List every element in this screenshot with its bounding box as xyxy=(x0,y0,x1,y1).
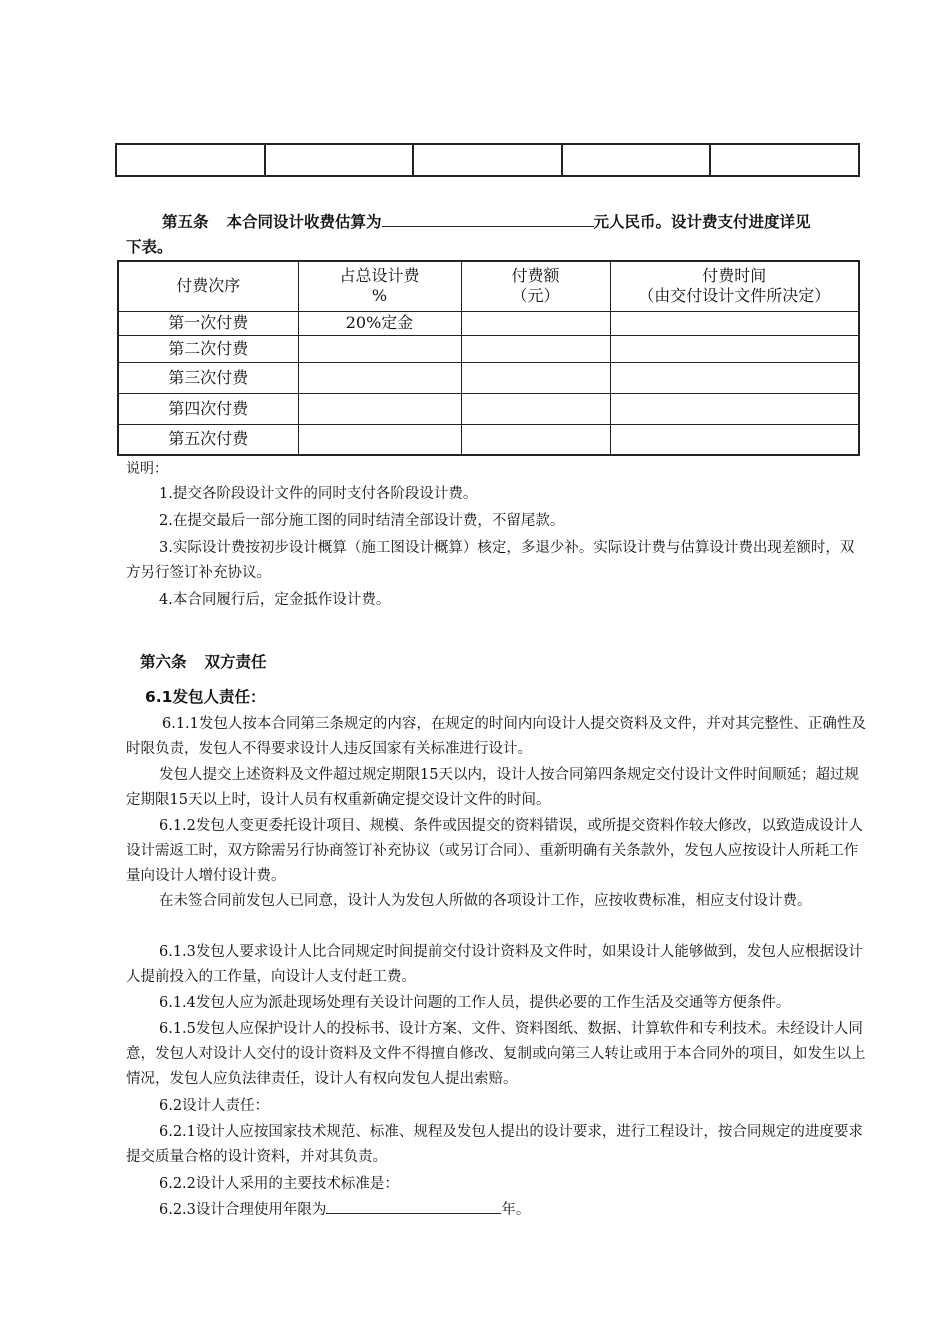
clause-6-1-1b: 发包人提交上述资料及文件超过规定期限15天以内，设计人按合同第四条规定交付设计文件时间顺延；超过规定期限15天以上时，设计人员有权重新确定提交设计文件的时间。 xyxy=(126,767,859,808)
article5-continuation: 下表。 xyxy=(126,238,173,256)
clause-6-1-1: 6.1.1发包人按本合同第三条规定的内容，在规定的时间内向设计人提交资料及文件，并对其完整性、正确性及时限负责，发包人不得要求设计人违反国家有关标准进行设计。 xyxy=(126,716,866,757)
table-cell xyxy=(710,144,859,176)
header-amount xyxy=(461,261,610,311)
clause-6-1-2: 6.1.2发包人变更委托设计项目、规模、条件或因提交的资料错误，或所提交资料作较大修改，以致造成设计人设计需返工时，双方除需另行协商签订补充协议（或另订合同）、重新明确有关条款外，发包人应按设计人所耗工作量向设计人增付设计费。 xyxy=(126,818,863,884)
header-amount-line2: （元） xyxy=(511,286,560,306)
row-order: 第二次付费 xyxy=(118,335,298,362)
row-amount xyxy=(461,393,610,424)
header-percent-line2: % xyxy=(371,286,388,306)
article5-text-after: 元人民币。设计费支付进度详见 xyxy=(593,213,811,231)
clause-6-1-2b: 在未签合同前发包人已同意，设计人为发包人所做的各项设计工作，应按收费标准，相应支付设计费。 xyxy=(159,893,812,909)
row-time xyxy=(610,424,859,455)
clause-6-1-5: 6.1.5发包人应保护设计人的投标书、设计方案、文件、资料图纸、数据、计算软件和专利技术。未经设计人同意，发包人对设计人交付的设计资料及文件不得擅自修改、复制或向第三人转让或用于本合同外的项目，如发生以上情况，发包人应负法律责任，设计人有权向发包人提出索赔。 xyxy=(126,1021,866,1087)
table-row xyxy=(118,362,859,393)
header-amount-line1: 付费额 xyxy=(511,266,560,286)
notes-label: 说明： xyxy=(126,461,168,477)
section-6-2-title: 6.2设计人责任： xyxy=(159,1098,270,1114)
note-item: 2.在提交最后一部分施工图的同时结清全部设计费，不留尾款。 xyxy=(159,513,565,529)
table-row xyxy=(116,144,859,176)
article6-prefix: 第六条 xyxy=(140,653,187,671)
header-order: 付费次序 xyxy=(118,261,298,311)
header-time xyxy=(610,261,859,311)
row-time xyxy=(610,335,859,362)
table-header-row xyxy=(118,261,859,311)
row-order: 第一次付费 xyxy=(118,311,298,335)
row-order: 第四次付费 xyxy=(118,393,298,424)
table-row xyxy=(118,335,859,362)
row-percent: 20%定金 xyxy=(298,311,461,335)
header-time-line1: 付费时间 xyxy=(702,266,767,286)
article6-title: 双方责任 xyxy=(204,653,267,671)
row-percent xyxy=(298,362,461,393)
row-time xyxy=(610,362,859,393)
note-item: 1.提交各阶段设计文件的同时支付各阶段设计费。 xyxy=(159,486,478,502)
clause-6-2-2: 6.2.2设计人采用的主要技术标准是： xyxy=(159,1176,399,1192)
article5-text-before: 本合同设计收费估算为 xyxy=(226,213,382,231)
payment-table xyxy=(117,260,860,456)
article5-heading xyxy=(126,210,866,260)
top-table xyxy=(115,143,860,177)
row-amount xyxy=(461,311,610,335)
note-item: 3.实际设计费按初步设计概算（施工图设计概算）核定，多退少补。实际设计费与估算设计费出现差额时，双方另行签订补充协议。 xyxy=(126,540,855,581)
table-cell xyxy=(413,144,562,176)
header-time-line2: （由交付设计文件所决定） xyxy=(638,286,831,306)
table-row xyxy=(118,311,859,335)
table-row xyxy=(118,424,859,455)
article6-heading xyxy=(140,650,267,672)
service-years-blank[interactable] xyxy=(326,1197,501,1214)
table-cell xyxy=(265,144,414,176)
clause-6-2-3-text: 6.2.3设计合理使用年限为 xyxy=(159,1202,327,1218)
row-order: 第三次付费 xyxy=(118,362,298,393)
row-time xyxy=(610,311,859,335)
header-percent-line1: 占总设计费 xyxy=(339,266,420,286)
header-percent xyxy=(298,261,461,311)
table-row xyxy=(118,393,859,424)
section-6-1-title: 6.1发包人责任： xyxy=(145,688,266,706)
row-time xyxy=(610,393,859,424)
row-amount xyxy=(461,335,610,362)
table-cell xyxy=(562,144,711,176)
clause-6-2-3 xyxy=(126,1197,866,1223)
row-amount xyxy=(461,362,610,393)
clause-6-1-4: 6.1.4发包人应为派赴现场处理有关设计问题的工作人员，提供必要的工作生活及交通等方便条件。 xyxy=(159,995,791,1011)
row-amount xyxy=(461,424,610,455)
fee-blank[interactable] xyxy=(382,210,594,227)
row-order: 第五次付费 xyxy=(118,424,298,455)
table-cell xyxy=(116,144,265,176)
clause-6-2-1: 6.2.1设计人应按国家技术规范、标准、规程及发包人提出的设计要求，进行工程设计，按合同规定的进度要求提交质量合格的设计资料，并对其负责。 xyxy=(126,1124,863,1165)
note-item: 4.本合同履行后，定金抵作设计费。 xyxy=(159,592,391,608)
clause-6-2-3-suffix: 年。 xyxy=(501,1202,531,1218)
row-percent xyxy=(298,393,461,424)
row-percent xyxy=(298,424,461,455)
clause-6-1-3: 6.1.3发包人要求设计人比合同规定时间提前交付设计资料及文件时，如果设计人能够做到，发包人应根据设计人提前投入的工作量，向设计人支付赶工费。 xyxy=(126,944,863,985)
row-percent xyxy=(298,335,461,362)
article5-prefix: 第五条 xyxy=(162,213,209,231)
